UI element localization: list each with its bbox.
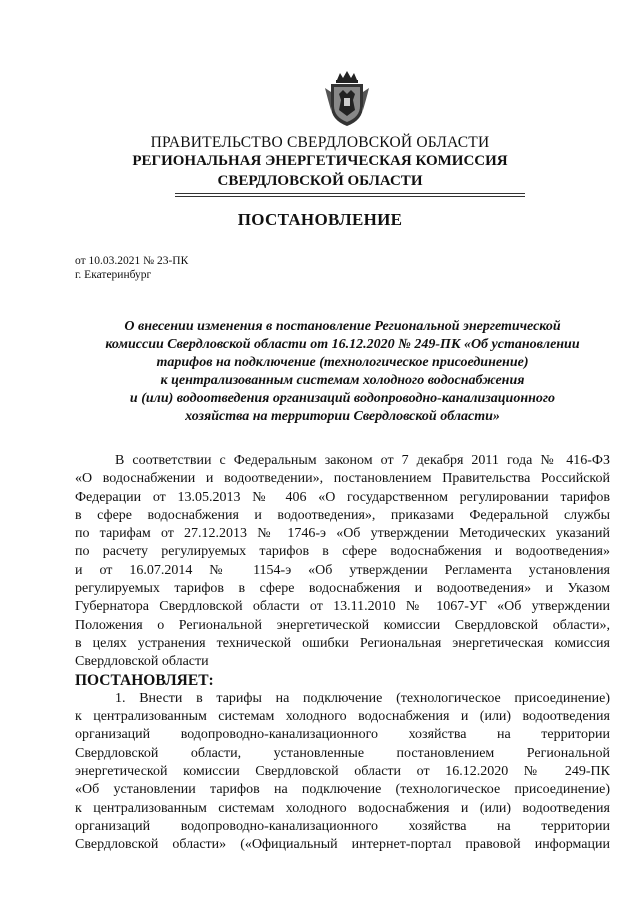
body-line: 1. Внести в тарифы на подключение (технологическое присоединение) <box>115 690 610 706</box>
body-line: энергетической комиссии Свердловской области от 16.12.2020 № 249-ПК <box>75 764 610 780</box>
document-city: г. Екатеринбург <box>75 269 152 281</box>
body-line: Положения о Региональной энергетической комиссии Свердловской области», <box>75 617 610 633</box>
title-line: О внесении изменения в постановление Региональной энергетической <box>124 319 561 334</box>
body-line: по тарифам от 27.12.2013 № 1746-э «Об утверждении Методических указаний <box>75 526 610 542</box>
body-line: Свердловской области» («Официальный интернет-портал правовой информации <box>75 837 610 853</box>
header-rule-top <box>175 193 525 194</box>
body-line: регулируемых тарифов в сфере водоснабжения и водоотведения» и Указом <box>75 581 610 597</box>
body-line: в целях устранения технической ошибки Региональная энергетическая комиссия <box>75 635 610 651</box>
document-body <box>75 452 610 855</box>
title-line: комиссии Свердловской области от 16.12.2020 № 249-ПК «Об установлении <box>105 337 580 352</box>
body-line: организаций водопроводно-канализационного хозяйства на территории <box>75 818 610 834</box>
body-line: «О водоснабжении и водоотведении», постановлением Правительства Российской <box>75 471 610 487</box>
body-line: Свердловской области, установленные постановлением Региональной <box>75 745 610 761</box>
document-title <box>75 318 610 426</box>
body-line: в сфере водоснабжения и водоотведения», приказами Федеральной службы <box>75 507 610 523</box>
document-date-number: от 10.03.2021 № 23-ПК <box>75 255 189 267</box>
body-line: и от 16.07.2014 № 1154-э «Об утверждении Регламента установления <box>75 562 610 578</box>
body-line: к централизованным системам холодного водоснабжения и (или) водоотведения <box>75 800 610 816</box>
body-line: Губернатора Свердловской области от 13.11.2010 № 1067-УГ «Об утверждении <box>75 599 610 615</box>
header-rule-bottom <box>175 196 525 197</box>
title-line: хозяйства на территории Свердловской области» <box>185 409 500 424</box>
title-line: к централизованным системам холодного водоснабжения <box>160 373 525 388</box>
body-line: к централизованным системам холодного водоснабжения и (или) водоотведения <box>75 709 610 725</box>
body-line: по расчету регулируемых тарифов в сфере водоснабжения и водоотведения» <box>75 544 610 560</box>
government-name: ПРАВИТЕЛЬСТВО СВЕРДЛОВСКОЙ ОБЛАСТИ <box>150 134 490 151</box>
document-type: ПОСТАНОВЛЕНИЕ <box>237 210 403 229</box>
coat-of-arms-icon <box>323 70 371 128</box>
body-line: организаций водопроводно-канализационного хозяйства на территории <box>75 727 610 743</box>
body-line: Федерации от 13.05.2013 № 406 «О государственном регулировании тарифов <box>75 489 610 505</box>
resolution-heading: ПОСТАНОВЛЯЕТ: <box>75 671 214 689</box>
commission-name-line2: СВЕРДЛОВСКОЙ ОБЛАСТИ <box>217 173 423 189</box>
body-line: «Об установлении тарифов на подключение (технологическое присоединение) <box>75 782 610 798</box>
commission-name-line1: РЕГИОНАЛЬНАЯ ЭНЕРГЕТИЧЕСКАЯ КОМИССИЯ <box>132 153 508 169</box>
body-line: В соответствии с Федеральным законом от 7 декабря 2011 года № 416-ФЗ <box>115 453 610 468</box>
body-line: Свердловской области <box>75 654 209 670</box>
title-line: и (или) водоотведения организаций водопроводно-канализационного <box>129 391 556 406</box>
title-line: тарифов на подключение (технологическое присоединение) <box>156 355 529 370</box>
